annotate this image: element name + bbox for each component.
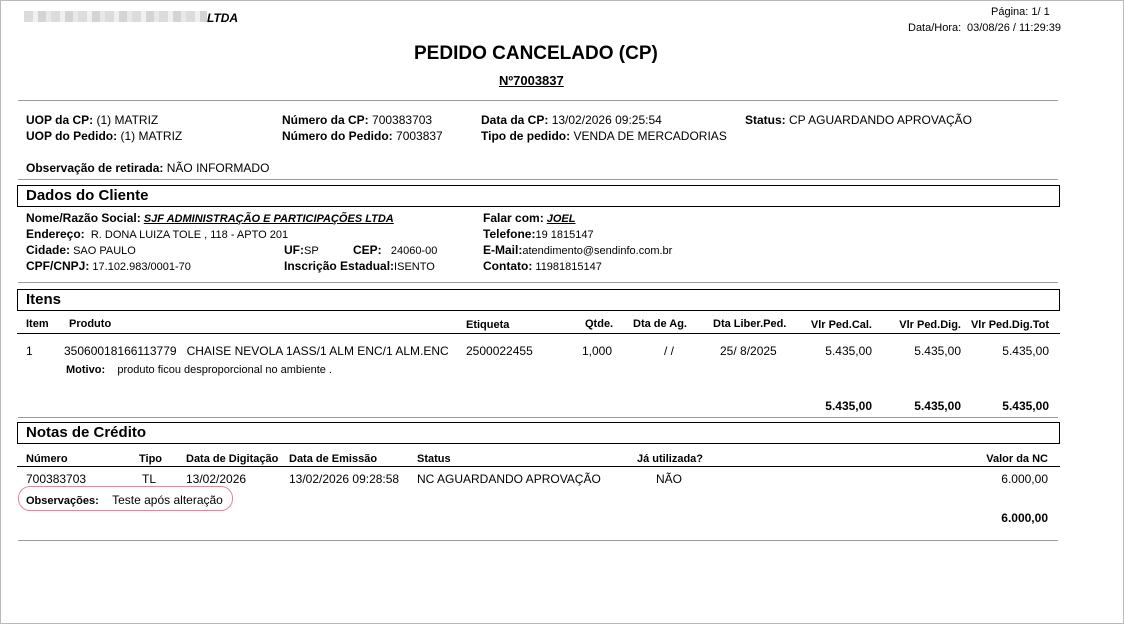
cliente-falar (483, 211, 575, 225)
col-data-emissao: Data de Emissão (289, 453, 378, 465)
uop-pedido-value: (1) MATRIZ (120, 129, 183, 143)
telefone-value: 19 1815147 (535, 229, 594, 241)
item-etiqueta: 2500022455 (466, 344, 533, 358)
cliente-telefone (483, 227, 594, 241)
falar-label: Falar com: (483, 211, 544, 225)
col-vlr-cal: Vlr Ped.Cal. (810, 319, 872, 331)
num-cp (282, 113, 432, 127)
col-numero: Número (26, 453, 68, 465)
col-ja-utilizada: Já utilizada? (637, 453, 704, 465)
total-vlr-tot: 5.435,00 (1002, 399, 1049, 413)
num-cp-label: Número da CP: (282, 113, 369, 127)
divider (18, 540, 1058, 541)
ie-label: Inscrição Estadual: (284, 259, 395, 273)
status-value: CP AGUARDANDO APROVAÇÃO (789, 113, 972, 127)
tipo-pedido-label: Tipo de pedido: (481, 129, 571, 143)
endereco-value: R. DONA LUIZA TOLE , 118 - APTO 201 (90, 229, 289, 241)
uf-label: UF: (284, 243, 304, 257)
section-cliente-header (17, 185, 1060, 207)
motivo-label: Motivo: (66, 364, 106, 376)
order-number: Nº7003837 (499, 73, 564, 88)
datetime-value: 03/08/26 / 11:29:39 (967, 22, 1061, 34)
nome-label: Nome/Razão Social: (26, 211, 141, 225)
col-vlr-dig: Vlr Ped.Dig. (899, 319, 961, 331)
datetime-label: Data/Hora: (908, 22, 962, 34)
cliente-ie (284, 259, 435, 273)
num-pedido-value: 7003837 (396, 129, 443, 143)
tipo-pedido-value: VENDA DE MERCADORIAS (573, 129, 727, 143)
uop-cp-value: (1) MATRIZ (96, 113, 159, 127)
nc-ja-utilizada: NÃO (656, 472, 683, 486)
col-status: Status (417, 453, 451, 465)
section-notas-header (17, 422, 1060, 444)
contato-value: 11981815147 (535, 261, 602, 273)
company-suffix: LTDA (207, 11, 239, 25)
obs-retirada-label: Observação de retirada: (26, 161, 164, 175)
telefone-label: Telefone: (483, 227, 536, 241)
section-notas-title: Notas de Crédito (26, 424, 147, 441)
redacted-company-name (24, 11, 207, 22)
nc-observacoes (26, 491, 223, 509)
uop-cp (26, 113, 158, 127)
item-vlr-tot: 5.435,00 (1002, 344, 1049, 358)
cliente-cep (353, 243, 437, 257)
nc-status: NC AGUARDANDO APROVAÇÃO (417, 472, 601, 486)
item-vlr-cal: 5.435,00 (825, 344, 872, 358)
cliente-contato (483, 259, 602, 273)
table-header-underline (17, 466, 1060, 467)
col-valor-nc: Valor da NC (986, 453, 1048, 465)
data-cp-value: 13/02/2026 09:25:54 (551, 113, 662, 127)
item-motivo (66, 364, 332, 376)
nc-valor: 6.000,00 (1001, 472, 1048, 486)
contato-label: Contato: (483, 259, 533, 273)
cidade-label: Cidade: (26, 243, 71, 257)
status (745, 113, 972, 127)
status-label: Status: (745, 113, 786, 127)
cidade-value: SAO PAULO (73, 245, 136, 257)
item-number: 1 (26, 344, 33, 358)
motivo-value: produto ficou desproporcional no ambiente . (117, 364, 332, 376)
cliente-email (483, 243, 672, 257)
cliente-cidade (26, 243, 136, 257)
col-tipo: Tipo (139, 453, 163, 465)
item-vlr-dig: 5.435,00 (914, 344, 961, 358)
nc-obs-label: Observações: (26, 495, 99, 507)
col-dta-ag: Dta de Ag. (633, 318, 687, 330)
cep-label: CEP: (353, 243, 382, 257)
cpf-value: 17.102.983/0001-70 (92, 261, 191, 273)
item-qtde: 1,000 (582, 344, 613, 358)
table-header-underline (17, 333, 1060, 334)
uf-value: SP (304, 245, 319, 257)
divider (18, 417, 1058, 418)
document-title: PEDIDO CANCELADO (CP) (414, 43, 658, 64)
col-vlr-tot: Vlr Ped.Dig.Tot (970, 319, 1049, 331)
nc-data-digitacao: 13/02/2026 (186, 472, 247, 486)
uop-cp-label: UOP da CP: (26, 113, 94, 127)
col-data-digitacao: Data de Digitação (186, 453, 279, 465)
email-value: atendimento@sendinfo.com.br (522, 245, 673, 257)
section-itens-title: Itens (26, 291, 62, 308)
falar-value: JOEL (546, 213, 576, 225)
total-vlr-cal: 5.435,00 (825, 399, 872, 413)
cliente-nome (26, 211, 394, 225)
col-produto: Produto (69, 318, 112, 330)
cpf-label: CPF/CNPJ: (26, 259, 90, 273)
divider (18, 179, 1058, 180)
col-dta-liber: Dta Liber.Ped. (713, 318, 787, 330)
divider (18, 282, 1058, 283)
cliente-endereco (26, 227, 288, 241)
obs-retirada (26, 161, 269, 175)
item-dta-ag: / / (664, 344, 675, 358)
item-produto: 35060018166113779 CHAISE NEVOLA 1ASS/1 ALM ENC/1 ALM.ENC (64, 344, 449, 358)
num-pedido-label: Número do Pedido: (282, 129, 393, 143)
total-vlr-dig: 5.435,00 (914, 399, 961, 413)
nc-numero: 700383703 (26, 472, 87, 486)
email-label: E-Mail: (483, 243, 523, 257)
ie-value: ISENTO (394, 261, 435, 273)
data-cp-label: Data da CP: (481, 113, 549, 127)
cliente-cpf (26, 259, 191, 273)
cep-value: 24060-00 (390, 245, 438, 257)
col-item: Item (26, 318, 49, 330)
section-itens-header (17, 289, 1060, 311)
item-dta-liber: 25/ 8/2025 (720, 344, 777, 358)
cliente-uf (284, 243, 319, 257)
page-number: Página: 1/ 1 (991, 6, 1050, 18)
tipo-pedido (481, 129, 727, 143)
uop-pedido-label: UOP do Pedido: (26, 129, 118, 143)
section-cliente-title: Dados do Cliente (26, 187, 149, 204)
nc-obs-value: Teste após alteração (112, 493, 223, 507)
nc-tipo: TL (142, 472, 157, 486)
uop-pedido (26, 129, 182, 143)
nc-total: 6.000,00 (1001, 511, 1048, 525)
nc-data-emissao: 13/02/2026 09:28:58 (289, 472, 400, 486)
col-etiqueta: Etiqueta (466, 319, 510, 331)
col-qtde: Qtde. (585, 318, 614, 330)
endereco-label: Endereço: (26, 227, 85, 241)
data-cp (481, 113, 662, 127)
num-cp-value: 700383703 (372, 113, 433, 127)
num-pedido (282, 129, 443, 143)
nome-value: SJF ADMINISTRAÇÃO E PARTICIPAÇÕES LTDA (143, 213, 394, 225)
obs-retirada-value: NÃO INFORMADO (166, 161, 270, 175)
divider (18, 100, 1058, 101)
